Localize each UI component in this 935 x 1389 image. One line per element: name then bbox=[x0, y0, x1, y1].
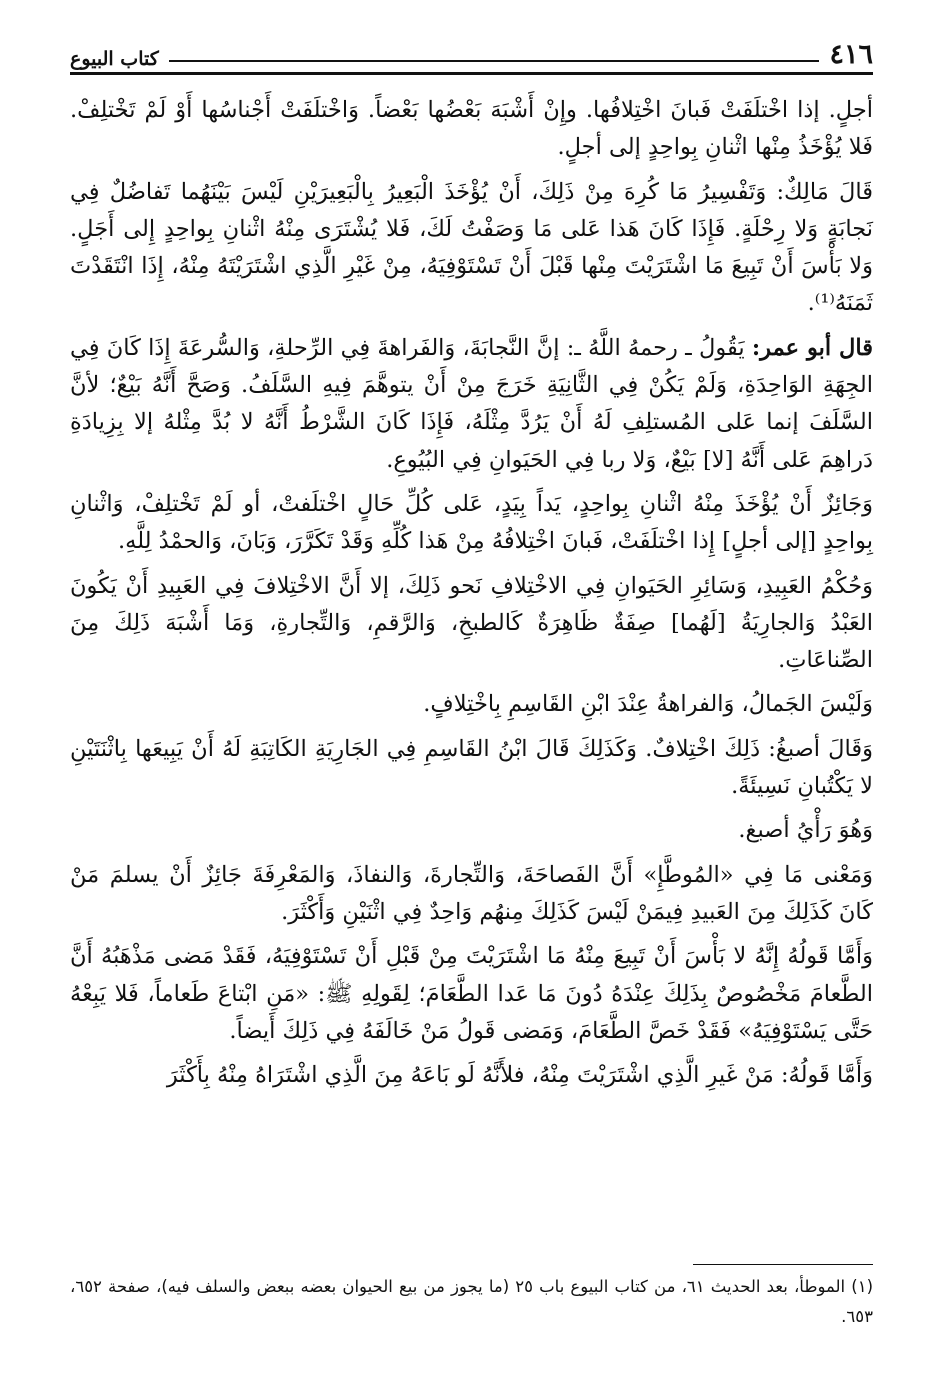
paragraph bbox=[70, 174, 873, 323]
paragraph bbox=[70, 686, 873, 723]
paragraph bbox=[70, 731, 873, 806]
paragraph bbox=[70, 812, 873, 849]
paragraph bbox=[70, 857, 873, 932]
paragraph-text: وَمَعْنى مَا فِي «المُوطَّإِ» أَنَّ الفَصاحَةَ، وَالتِّجارةَ، وَالنفاذَ، وَالمَعْرِفَةَ جَائِزٌ أَنْ يسلمَ مَنْ كَانَ كَذَلِكَ مِنَ العَبيدِ فِيمَنْ لَيْسَ كَذَلِكَ مِنهُم وَاحِدٌ فِي اثْنَيْنِ وَأَكْثَرَ. bbox=[70, 861, 873, 925]
paragraph-text: يَقُولُ ـ رحمهُ اللَّهُ ـ: إنَّ النَّجابَةَ، وَالفَراهةَ فِي الرِّحلةِ، وَالسُّرعَةَ إِذَا كَانَ فِي الجِهَةِ الوَاحِدَةِ، وَلَمْ يَكُنْ فِي الثَّانِيَةِ خَرَجَ مِنْ أَنْ يتوهَّمَ فِيهِ السَّلَفُ. وَصَحَّ أَنَّهُ بَيْعٌ؛ لأنَّ السَّلَفَ إنما عَلى المُستلِفِ لَهُ أَنْ يَرُدَّ مِثْلَهُ، فَإِذَا كَانَ الشَّرْطُ أَنَّهُ لا بُدَّ مِثْلهُ إلا بِزِيادَةِ دَراهِمَ عَلى أَنَّهُ [لا] بَيْعٌ، وَلا ربا فِي الحَيَوانِ فِي البُيُوعِ. bbox=[70, 334, 873, 473]
paragraph bbox=[70, 1057, 873, 1094]
paragraph-text: وَأَمَّا قَولُهُ إِنَّهُ لا بَأْسَ أَنْ تَبِيعَ مِنْهُ مَا اشْتَرَيْتَ مِنْ قَبْلِ أَنْ تَسْتَوْفِيَهُ، فَقَدْ مَضى مَذْهَبُهُ أَنَّ الطَّعامَ مَخْصُوصٌ بِذَلِكَ عِنْدَهُ دُونَ مَا عَدا الطَّعَامَ؛ لِقَولِهِ ﷺ: «مَنِ ابْتاعَ طَعاماً، فَلا يَبِعْهُ حَتَّى يَسْتَوْفِيَهُ» فَقَدْ خَصَّ الطَّعَامَ، وَمَضى قَولُ مَنْ خَالَفَهُ فِي ذَلِكَ أَيضاً. bbox=[70, 943, 873, 1044]
main-text bbox=[70, 92, 873, 1101]
paragraph-text: وَلَيْسَ الجَمالُ، وَالفراهةُ عِنْدَ ابْنِ القَاسِمِ بِاخْتِلافٍ. bbox=[423, 691, 873, 718]
paragraph bbox=[70, 92, 873, 167]
paragraph-text: قَالَ مَالِكٌ: وَتَفْسِيرُ مَا كُرِهَ مِنْ ذَلِكَ، أَنْ يُؤْخَذَ الْبَعِيرُ بِالْبَعِيرَيْنِ لَيْسَ بَيْنَهُما تَفاضُلٌ فِي نَجابَةٍ وَلا رِحْلَةٍ. فَإِذَا كَانَ هَذا عَلى مَا وَصَفْتُ لَكَ، فَلا يُشْتَرَى مِنْهُ اثْنانِ بِواحِدٍ إِلى أَجَلٍ. وَلا بَأْسَ أَنْ تَبِيعَ مَا اشْتَرَيْتَ مِنْها قَبْلَ أَنْ تَسْتَوْفِيَهُ، مِنْ غَيْرِ الَّذِي اشْتَرَيْتَهُ مِنْهُ، إِذَا انْتَقَدْتَ ثَمَنَهُ⁽¹⁾. bbox=[70, 178, 873, 317]
paragraph-text: وَقَالَ أصبغُ: ذَلِكَ اخْتِلافٌ. وَكَذَلِكَ قَالَ ابْنُ القَاسِمِ فِي الجَارِيَةِ الكَاتِبَةِ لَهُ أَنْ يَبِيعَها بِاثْنَتَيْنِ لا يَكْتُبانِ نَسِيئَةً. bbox=[70, 735, 873, 800]
paragraph-text: وَحُكْمُ العَبِيدِ، وَسَائِرِ الحَيَوانِ فِي الاخْتِلافِ نَحو ذَلِكَ، إلا أَنَّ الاخْتِلافَ فِي العَبِيدِ أَنْ يَكُونَ العَبْدُ وَالجارِيَةُ [لَهُما] صِفَةٌ ظَاهِرَةٌ كَالطبخِ، وَالرَّقمِ، وَالتِّجارةِ، وَمَا أَشْبَهَ ذَلِكَ مِنَ الصِّناعَاتِ. bbox=[70, 572, 873, 674]
page-number: ٤١٦ bbox=[829, 39, 873, 70]
paragraph bbox=[70, 330, 873, 479]
paragraph bbox=[70, 568, 873, 680]
footnote-rule bbox=[693, 1264, 873, 1265]
paragraph-text: أجلٍ. إذا اخْتلَفَتْ فَبانَ اخْتِلافُها. وإِنْ أَشْبَهَ بَعْضُها بَعْضاً. وَاخْتلَفَتْ أَجْناسُها أَوْ لَمْ تَخْتلِفْ. فَلا يُؤْخَذُ مِنْها اثْنانِ بِواحِدٍ إلى أجلٍ. bbox=[70, 97, 873, 161]
paragraph-text: وَهُوَ رَأْيُ أصبغ. bbox=[738, 817, 873, 844]
paragraph-text: وَأَمَّا قَولُهُ: مَنْ غَيرِ الَّذِي اشْتَرَيْتَ مِنْهُ، فلأَنَّهُ لَو بَاعَهُ مِنَ الَّذِي اشْتَرَاهُ مِنْهُ بِأَكْثَرَ bbox=[166, 1062, 873, 1089]
page-header bbox=[70, 30, 873, 75]
footnote: (١) الموطأ، بعد الحديث ٦١، من كتاب البيوع باب ٢٥ (ما يجوز من بيع الحيوان بعضه ببعض والسلف فيه)، صفحة ٦٥٢، ٦٥٣. bbox=[70, 1277, 874, 1326]
paragraph-text: وَجَائِزٌ أَنْ يُؤْخَذَ مِنْهُ اثْنانِ بِواحِدٍ، يَداً بِيَدٍ، عَلى كُلِّ حَالٍ اخْتلَفتْ، أو لَمْ تَخْتلِفْ، وَاثْنانِ بِواحِدٍ [إلى أجلٍ] إِذا اخْتلَفَتْ، فَبانَ اخْتِلافُهُ مِنْ هَذا كُلِّهِ وَقَدْ تَكَرَّرَ، وَبَانَ، وَالحمْدُ لِلَّهِ. bbox=[70, 490, 873, 555]
paragraph bbox=[70, 486, 873, 561]
book-title: كتاب البيوع bbox=[70, 48, 159, 70]
header-rule bbox=[169, 60, 820, 62]
paragraph-lead: قال أبو عمر: bbox=[751, 334, 873, 361]
paragraph bbox=[70, 938, 873, 1050]
